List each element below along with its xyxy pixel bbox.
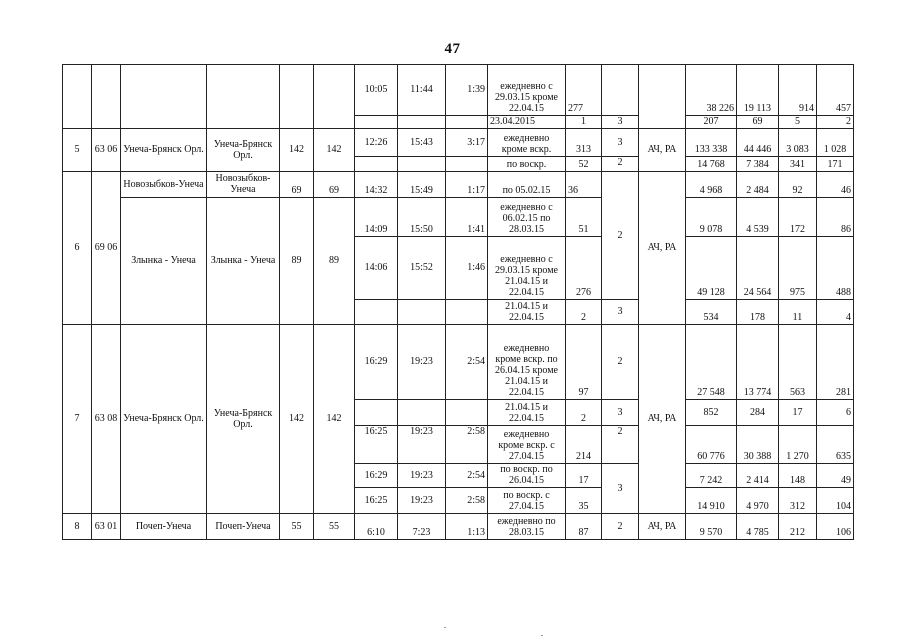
travel-duration: 3:17 — [446, 129, 488, 157]
operating-days: ежедневно кроме вскр. — [488, 129, 566, 157]
value-4: 46 — [817, 172, 854, 198]
travel-duration: 1:13 — [446, 514, 488, 540]
value-4: 49 — [817, 464, 854, 488]
travel-duration: 2:54 — [446, 325, 488, 400]
row-number: 5 — [63, 129, 92, 172]
route-length-cell — [314, 65, 355, 129]
operating-days: по воскр. с 27.04.15 — [488, 488, 566, 514]
value-2: 24 564 — [737, 237, 779, 300]
scan-artifact — [541, 635, 543, 636]
route-destination: Злынка - Унеча — [207, 198, 280, 325]
bus-type: АЧ, РА — [639, 325, 686, 514]
route-length: 89 — [314, 198, 355, 325]
trip-count: 36 — [566, 172, 602, 198]
row-number: 8 — [63, 514, 92, 540]
value-4: 488 — [817, 237, 854, 300]
value-4: 86 — [817, 198, 854, 237]
bus-class: 2 — [602, 172, 639, 300]
value-1: 534 — [686, 300, 737, 325]
value-2: 4 970 — [737, 488, 779, 514]
value-3: 5 — [779, 116, 817, 129]
travel-duration: 1:17 — [446, 172, 488, 198]
value-4: 106 — [817, 514, 854, 540]
trip-count: 17 — [566, 464, 602, 488]
departure-time: 16:29 — [355, 464, 398, 488]
route-destination: Унеча-Брянск Орл. — [207, 325, 280, 514]
trip-count: 51 — [566, 198, 602, 237]
bus-class: 2 — [602, 325, 639, 400]
value-1: 9 570 — [686, 514, 737, 540]
operating-days: ежедневно с 29.03.15 кроме 22.04.15 — [488, 65, 566, 116]
table-row — [63, 172, 854, 198]
bus-class: 2 — [602, 514, 639, 540]
bus-class: 2 — [602, 426, 639, 464]
bus-class: 2 — [602, 157, 639, 172]
value-2: 4 539 — [737, 198, 779, 237]
operating-days: по 05.02.15 — [488, 172, 566, 198]
value-1: 14 910 — [686, 488, 737, 514]
value-3: 341 — [779, 157, 817, 172]
table-row — [63, 129, 854, 157]
value-3: 563 — [779, 325, 817, 400]
value-3: 172 — [779, 198, 817, 237]
trip-count: 277 — [566, 65, 602, 116]
operating-days: ежедневно с 06.02.15 по 28.03.15 — [488, 198, 566, 237]
value-3: 148 — [779, 464, 817, 488]
route-code: 63 01 — [92, 514, 121, 540]
page-number: 47 — [444, 41, 461, 57]
value-3: 312 — [779, 488, 817, 514]
route-name: Почеп-Унеча — [121, 514, 207, 540]
arrival-time: 19:23 — [398, 488, 446, 514]
travel-duration: 2:54 — [446, 464, 488, 488]
operating-days: по воскр. по 26.04.15 — [488, 464, 566, 488]
scan-artifact — [444, 627, 446, 628]
trip-count: 313 — [566, 129, 602, 157]
route-name: Унеча-Брянск Орл. — [121, 325, 207, 514]
value-3: 975 — [779, 237, 817, 300]
bus-type: АЧ, РА — [639, 172, 686, 325]
value-2: 7 384 — [737, 157, 779, 172]
bus-type-cell — [639, 65, 686, 129]
value-2: 13 774 — [737, 325, 779, 400]
value-1: 852 — [686, 400, 737, 426]
route-length: 89 — [280, 198, 314, 325]
value-4: 4 — [817, 300, 854, 325]
value-3: 92 — [779, 172, 817, 198]
trip-count: 1 — [566, 116, 602, 129]
route-length: 55 — [280, 514, 314, 540]
trip-count: 276 — [566, 237, 602, 300]
operating-days: 21.04.15 и 22.04.15 — [488, 300, 566, 325]
route-name-cell — [121, 65, 207, 129]
bus-type: АЧ, РА — [639, 129, 686, 172]
arrival-time: 7:23 — [398, 514, 446, 540]
departure-time: 16:29 — [355, 325, 398, 400]
route-code: 63 06 — [92, 129, 121, 172]
operating-days: ежедневно кроме вскр. с 27.04.15 — [488, 426, 566, 464]
route-name: Злынка - Унеча — [121, 198, 207, 325]
route-length: 142 — [280, 325, 314, 514]
row-number-cell — [63, 65, 92, 129]
trip-count: 2 — [566, 300, 602, 325]
value-2: 284 — [737, 400, 779, 426]
value-2: 69 — [737, 116, 779, 129]
route-destination: Почеп-Унеча — [207, 514, 280, 540]
departure-time: 14:06 — [355, 237, 398, 300]
departure-time: 14:09 — [355, 198, 398, 237]
arrival-time: 19:23 — [398, 325, 446, 400]
operating-days: 21.04.15 и 22.04.15 — [488, 400, 566, 426]
bus-class: 3 — [602, 464, 639, 514]
operating-days: ежедневно кроме вскр. по 26.04.15 кроме 21.04.15 и 22.04.15 — [488, 325, 566, 400]
bus-class: 3 — [602, 400, 639, 426]
value-1: 9 078 — [686, 198, 737, 237]
route-length: 69 — [314, 172, 355, 198]
value-1: 60 776 — [686, 426, 737, 464]
row-number: 7 — [63, 325, 92, 514]
departure-time: 16:25 — [355, 426, 398, 464]
travel-duration: 2:58 — [446, 488, 488, 514]
value-4: 635 — [817, 426, 854, 464]
value-1: 207 — [686, 116, 737, 129]
route-length: 142 — [314, 325, 355, 514]
route-code: 69 06 — [92, 172, 121, 325]
route-length: 55 — [314, 514, 355, 540]
value-1: 38 226 — [686, 65, 737, 116]
route-length: 142 — [280, 129, 314, 172]
value-4: 1 028 — [817, 129, 854, 157]
travel-duration: 2:58 — [446, 426, 488, 464]
value-3: 212 — [779, 514, 817, 540]
arrival-time: 15:50 — [398, 198, 446, 237]
route-destination: Новозыбков-Унеча — [207, 172, 280, 198]
bus-class: 3 — [602, 116, 639, 129]
value-1: 49 128 — [686, 237, 737, 300]
value-2: 2 484 — [737, 172, 779, 198]
trip-count: 52 — [566, 157, 602, 172]
arrival-time: 19:23 — [398, 464, 446, 488]
bus-class: 3 — [602, 129, 639, 157]
route-destination: Унеча-Брянск Орл. — [207, 129, 280, 172]
value-1: 133 338 — [686, 129, 737, 157]
route-length: 69 — [280, 172, 314, 198]
route-code-cell — [92, 65, 121, 129]
value-3: 17 — [779, 400, 817, 426]
value-2: 44 446 — [737, 129, 779, 157]
route-name: Новозыбков-Унеча — [121, 172, 207, 198]
travel-duration: 1:39 — [446, 65, 488, 116]
trip-count: 87 — [566, 514, 602, 540]
value-4: 2 — [817, 116, 854, 129]
operating-days: ежедневно с 29.03.15 кроме 21.04.15 и 22.04.15 — [488, 237, 566, 300]
value-4: 171 — [817, 157, 854, 172]
trip-count: 214 — [566, 426, 602, 464]
departure-time: 6:10 — [355, 514, 398, 540]
value-1: 27 548 — [686, 325, 737, 400]
bus-type: АЧ, РА — [639, 514, 686, 540]
value-1: 4 968 — [686, 172, 737, 198]
value-2: 4 785 — [737, 514, 779, 540]
value-1: 7 242 — [686, 464, 737, 488]
arrival-time: 15:43 — [398, 129, 446, 157]
table-row — [63, 198, 854, 237]
arrival-time: 11:44 — [398, 65, 446, 116]
operating-days: 23.04.2015 — [488, 116, 566, 129]
travel-duration: 1:46 — [446, 237, 488, 300]
trip-count: 2 — [566, 400, 602, 426]
value-2: 178 — [737, 300, 779, 325]
trip-count: 97 — [566, 325, 602, 400]
value-4: 6 — [817, 400, 854, 426]
value-4: 457 — [817, 65, 854, 116]
arrival-time: 15:49 — [398, 172, 446, 198]
operating-days: ежедневно по 28.03.15 — [488, 514, 566, 540]
table-row — [63, 514, 854, 540]
table-row — [63, 325, 854, 400]
arrival-time: 15:52 — [398, 237, 446, 300]
route-code: 63 08 — [92, 325, 121, 514]
arrival-time: 19:23 — [398, 426, 446, 464]
value-3: 3 083 — [779, 129, 817, 157]
route-name: Унеча-Брянск Орл. — [121, 129, 207, 172]
value-3: 11 — [779, 300, 817, 325]
row-number: 6 — [63, 172, 92, 325]
route-dest-cell — [207, 65, 280, 129]
bus-class: 3 — [602, 300, 639, 325]
value-3: 1 270 — [779, 426, 817, 464]
trip-count: 35 — [566, 488, 602, 514]
departure-time: 10:05 — [355, 65, 398, 116]
departure-time: 14:32 — [355, 172, 398, 198]
travel-duration: 1:41 — [446, 198, 488, 237]
departure-time: 16:25 — [355, 488, 398, 514]
schedule-table — [62, 64, 854, 540]
operating-days: по воскр. — [488, 157, 566, 172]
value-2: 30 388 — [737, 426, 779, 464]
departure-time: 12:26 — [355, 129, 398, 157]
value-1: 14 768 — [686, 157, 737, 172]
value-4: 281 — [817, 325, 854, 400]
value-2: 2 414 — [737, 464, 779, 488]
table-row — [63, 65, 854, 116]
route-length-cell — [280, 65, 314, 129]
value-4: 104 — [817, 488, 854, 514]
value-2: 19 113 — [737, 65, 779, 116]
route-length: 142 — [314, 129, 355, 172]
bus-class — [602, 65, 639, 116]
value-3: 914 — [779, 65, 817, 116]
